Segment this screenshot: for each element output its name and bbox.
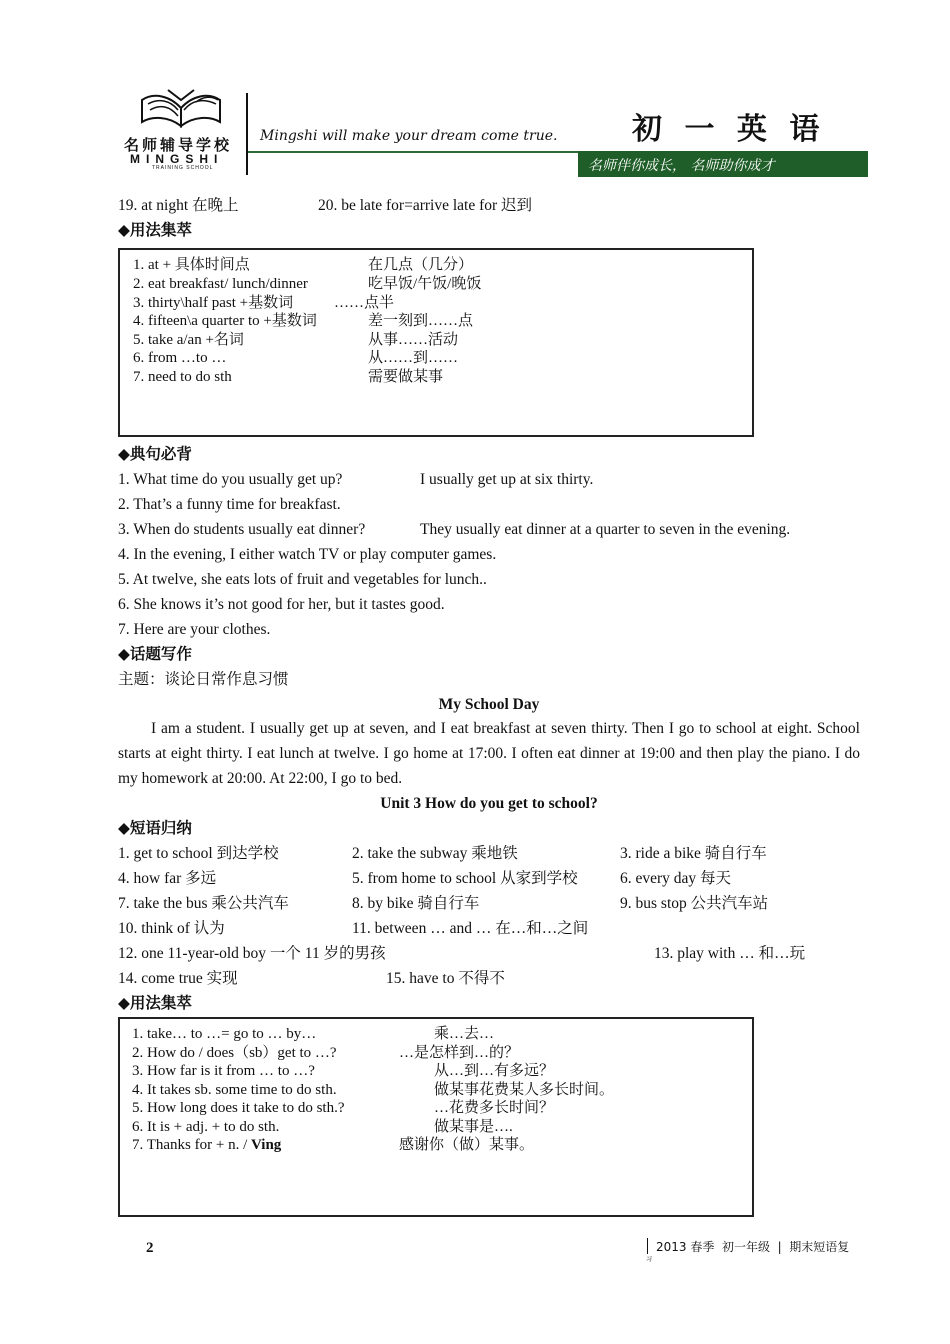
phrase-item: 11. between … and … 在…和…之间	[352, 920, 589, 937]
school-name-en: MINGSHI	[130, 152, 224, 166]
usage-en: 5. How long does it take to do sth.?	[132, 1100, 345, 1116]
usage-en: 3. How far is it from … to …?	[132, 1063, 315, 1079]
phrase-20: 20. be late for=arrive late for 迟到	[318, 197, 533, 214]
usage-cn: 做某事是….	[434, 1119, 513, 1135]
usage-en: 4. It takes sb. some time to do sth.	[132, 1082, 337, 1098]
usage-en: 6. It is + adj. + to do sth.	[132, 1119, 280, 1135]
usage-en-text: 7. Thanks for + n. /	[132, 1137, 252, 1153]
sentence: 4. In the evening, I either watch TV or play computer games.	[118, 546, 497, 563]
sentence: 2. That’s a funny time for breakfast.	[118, 496, 341, 513]
sentence-answer: They usually eat dinner at a quarter to seven in the evening.	[420, 521, 791, 538]
phrase-item: 8. by bike 骑自行车	[352, 895, 480, 912]
footer-info: 2013 春季 初一年级 | 期末短语复	[656, 1240, 850, 1254]
usage-en: 5. take a/an +名词	[133, 332, 244, 348]
writing-heading: ◆话题写作	[118, 646, 192, 663]
phrase-heading: ◆短语归纳	[118, 820, 192, 837]
phrase-item: 5. from home to school 从家到学校	[352, 870, 578, 887]
usage-cn: 做某事花费某人多长时间。	[434, 1082, 615, 1098]
writing-topic: 主题：谈论日常作息习惯	[118, 671, 289, 688]
motto: 名师伴你成长， 名师助你成才	[588, 158, 775, 174]
usage-cn: …花费多长时间？	[434, 1100, 555, 1116]
school-name-sub: TRAINING SCHOOL	[152, 165, 214, 171]
usage-en: 1. take… to …= go to … by…	[132, 1026, 317, 1042]
sentence: 3. When do students usually eat dinner?	[118, 521, 366, 538]
footer-divider	[647, 1238, 648, 1254]
footer-info-tail: 习	[646, 1256, 653, 1263]
sentence: 5. At twelve, she eats lots of fruit and vegetables for lunch..	[118, 571, 487, 588]
usage-cn: 吃早饭/午饭/晚饭	[368, 276, 482, 292]
phrase-item: 13. play with … 和…玩	[654, 945, 806, 962]
phrase-item: 3. ride a bike 骑自行车	[620, 845, 767, 862]
sentence: 7. Here are your clothes.	[118, 621, 271, 638]
sentence-answer: I usually get up at six thirty.	[420, 471, 594, 488]
course-title: 初 一 英 语	[632, 112, 826, 147]
usage-en-bold: Ving	[251, 1137, 282, 1153]
phrase-item: 7. take the bus 乘公共汽车	[118, 895, 289, 912]
phrase-item: 4. how far 多远	[118, 870, 217, 887]
usage-cn: 感谢你（做）某事。	[399, 1137, 535, 1153]
sentence: 1. What time do you usually get up?	[118, 471, 343, 488]
usage-en: 1. at + 具体时间点	[133, 257, 250, 273]
usage-en	[132, 1136, 281, 1155]
school-name-cn: 名师辅导学校	[124, 136, 233, 154]
usage-en: 2. eat breakfast/ lunch/dinner	[133, 276, 308, 292]
usage-en: 6. from …to …	[133, 350, 227, 366]
usage-cn: 从…到…有多远？	[434, 1063, 555, 1079]
usage-en: 2. How do / does（sb）get to …?	[132, 1045, 337, 1061]
essay-title: My School Day	[438, 696, 540, 713]
unit-title: Unit 3 How do you get to school?	[380, 795, 598, 812]
usage-heading: ◆用法集萃	[118, 222, 192, 239]
page-number: 2	[146, 1240, 154, 1256]
phrase-item: 14. come true 实现	[118, 970, 238, 987]
usage-cn: 乘…去…	[434, 1026, 495, 1042]
usage-cn: 差一刻到……点	[368, 313, 474, 329]
usage-cn: 需要做某事	[368, 369, 444, 385]
usage-en: 3. thirty\half past +基数词	[133, 295, 294, 311]
phrase-item: 2. take the subway 乘地铁	[352, 845, 518, 862]
usage-en: 4. fifteen\a quarter to +基数词	[133, 313, 317, 329]
usage-cn: 从……到……	[368, 350, 459, 366]
phrase-item: 6. every day 每天	[620, 870, 732, 887]
phrase-item: 9. bus stop 公共汽车站	[620, 895, 769, 912]
usage-heading: ◆用法集萃	[118, 995, 192, 1012]
sentences-heading: ◆典句必背	[118, 446, 192, 463]
phrase-item: 15. have to 不得不	[386, 970, 505, 987]
slogan: Mingshi will make your dream come true.	[260, 128, 558, 144]
header-divider	[246, 93, 248, 175]
phrase-item: 10. think of 认为	[118, 920, 225, 937]
usage-cn: 在几点（几分）	[368, 257, 474, 273]
phrase-item: 12. one 11-year-old boy 一个 11 岁的男孩	[118, 945, 386, 962]
sentence: 6. She knows it’s not good for her, but it tastes good.	[118, 596, 445, 613]
usage-en: 7. need to do sth	[133, 369, 232, 385]
essay-body: I am a student. I usually get up at seven, and I eat breakfast at seven thirty. Then I go to school at eight. School starts at eight thirty. I eat lunch at twelve. I go home at 17:00. I often eat dinner at 19:00 and then play the piano. I do my homework at 20:00. At 22:00, I go to bed.	[118, 720, 860, 787]
phrase-19: 19. at night 在晚上	[118, 197, 239, 214]
usage-cn: 从事……活动	[368, 332, 459, 348]
book-logo-icon	[138, 86, 224, 132]
usage-cn: …是怎样到…的？	[399, 1045, 520, 1061]
phrase-item: 1. get to school 到达学校	[118, 845, 279, 862]
usage-cn: ……点半	[334, 295, 395, 311]
